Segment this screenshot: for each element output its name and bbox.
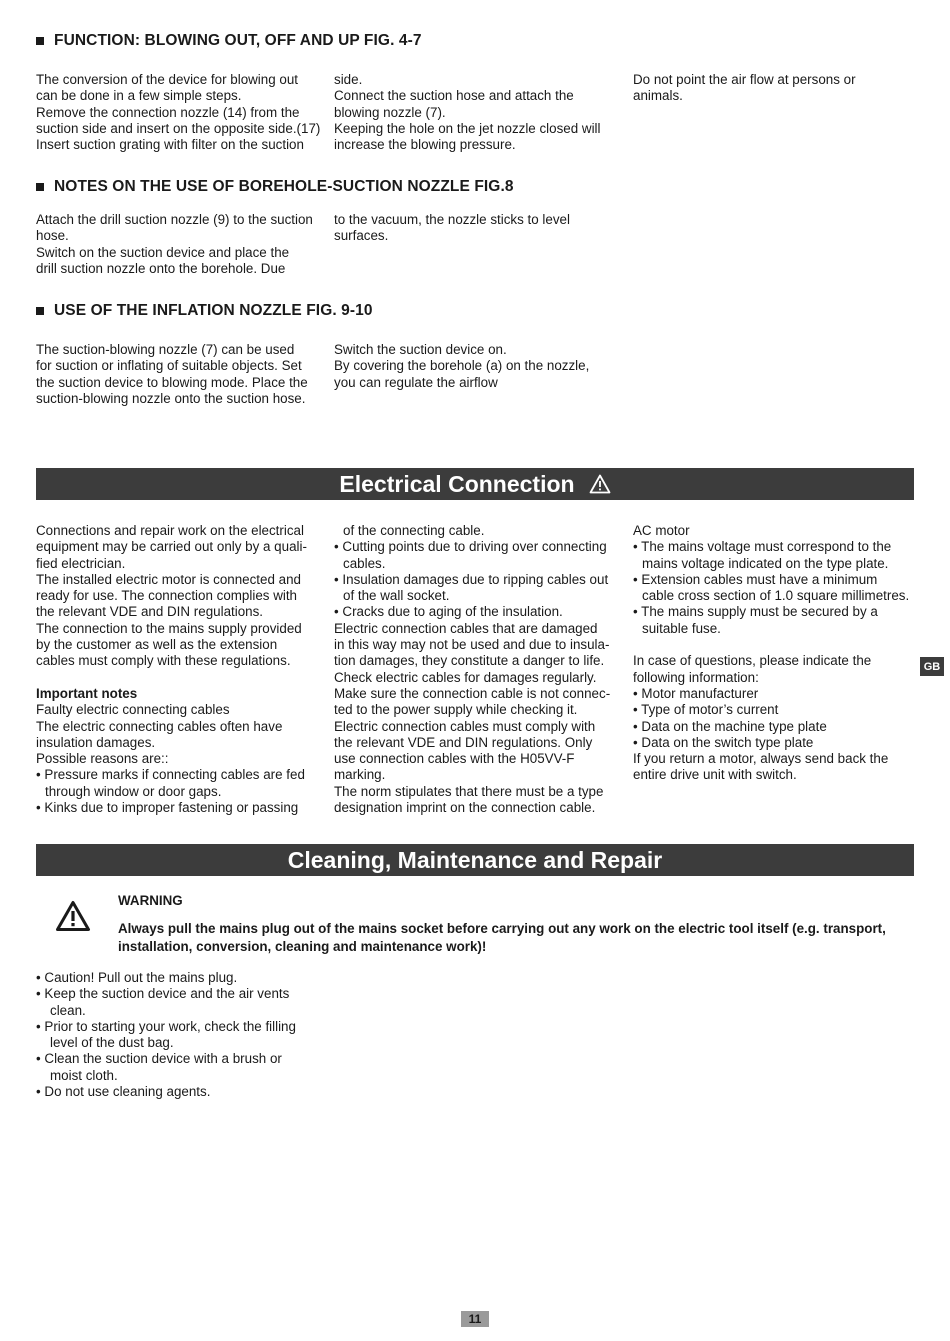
text-column <box>633 72 923 105</box>
paragraph: Do not point the air flow at persons or animals. <box>633 72 856 104</box>
paragraph: In case of questions, please indicate the following information: <box>633 653 872 685</box>
cleaning-list <box>36 970 326 1100</box>
warning-title: WARNING <box>118 893 183 908</box>
section-heading-blowing <box>36 32 422 50</box>
list-item: • Keep the suction device and the air vents clean. <box>36 986 290 1018</box>
text-column <box>36 212 326 277</box>
section-title: USE OF THE INFLATION NOZZLE FIG. 9-10 <box>54 302 373 319</box>
list-item: • Clean the suction device with a brush or moist cloth. <box>36 1051 282 1083</box>
square-bullet-icon <box>36 307 44 315</box>
warning-text: Always pull the mains plug out of the mains socket before carrying out any work on the electric tool itself (e.g. transport, installation, conversion, cleaning and maintenance work)! <box>118 921 886 954</box>
warning-triangle-icon <box>55 900 91 932</box>
list-item: • The mains voltage must correspond to the mains voltage indicated on the type plate. <box>633 539 892 571</box>
list-item: • Motor manufacturer <box>633 685 759 701</box>
section-heading-inflation <box>36 302 373 320</box>
electrical-connection-banner <box>36 468 914 500</box>
page-number: 11 <box>461 1311 489 1327</box>
paragraph: Faulty electric connecting cables The electric connecting cables often have insulation damages. Possible reasons are:: <box>36 702 283 767</box>
paragraph: The suction-blowing nozzle (7) can be used for suction or inflating of suitable objects. Set the suction device to blowing mode. Place the suction-blowing nozzle onto the suction hose. <box>36 342 308 406</box>
section-title: FUNCTION: BLOWING OUT, OFF AND UP FIG. 4-7 <box>54 32 422 49</box>
paragraph: Connections and repair work on the electrical equipment may be carried out only by a quali- fied electrician. The installed electric motor is connected and ready for use. The connection complies with the relevant VDE and DIN regulations. The connection to the mains supply provided by the customer as well as the extension cables must comply with these regulations. <box>36 523 307 669</box>
list-item: • Do not use cleaning agents. <box>36 1084 211 1100</box>
paragraph: Electric connection cables that are damaged in this way may not be used and due to insula- tion damages, they constitute a danger to life. Check electric cables for damages regularly. Make sure the connection cable is not connec- ted to the power supply while checking it. Electric connection cables must comply with the relevant VDE and DIN regulations. Only use connection cables with the H05VV-F marking. The norm stipulates that there must be a type designation imprint on the connection cable. <box>334 620 611 816</box>
list-item: • The mains supply must be secured by a suitable fuse. <box>633 604 878 636</box>
text-column <box>334 342 624 391</box>
paragraph: side. Connect the suction hose and attach the blowing nozzle (7). Keeping the hole on the jet nozzle closed will increase the blowing pressure. <box>334 72 601 153</box>
list-item: • Pressure marks if connecting cables are fed through window or door gaps. <box>36 767 305 799</box>
text-column <box>334 523 626 816</box>
list-item: • Caution! Pull out the mains plug. <box>36 970 238 985</box>
paragraph: Switch the suction device on. By covering the borehole (a) on the nozzle, you can regulate the airflow <box>334 342 590 390</box>
list-item: • Prior to starting your work, check the filling level of the dust bag. <box>36 1018 296 1051</box>
square-bullet-icon <box>36 183 44 191</box>
text-column <box>633 523 923 784</box>
paragraph: If you return a motor, always send back the entire drive unit with switch. <box>633 751 889 783</box>
text-column <box>36 523 328 816</box>
cleaning-banner <box>36 844 914 876</box>
warning-triangle-icon <box>589 474 611 494</box>
section-heading-borehole <box>36 178 514 196</box>
list-item: of the connecting cable. <box>343 523 485 538</box>
list-item: • Extension cables must have a minimum cable cross section of 1.0 square millimetres. <box>633 571 910 604</box>
list-item: • Type of motor’s current <box>633 702 779 718</box>
text-column <box>334 212 624 245</box>
square-bullet-icon <box>36 37 44 45</box>
banner-title: Cleaning, Maintenance and Repair <box>287 846 663 873</box>
text-column <box>36 72 326 153</box>
language-tab: GB <box>920 657 944 676</box>
text-column <box>36 342 326 407</box>
list-item: • Cutting points due to driving over connecting cables. <box>334 539 607 571</box>
list-item: • Insulation damages due to ripping cables out of the wall socket. <box>334 571 609 604</box>
list-item: • Kinks due to improper fastening or passing <box>36 800 299 816</box>
list-item: • Data on the machine type plate <box>633 718 827 734</box>
paragraph: to the vacuum, the nozzle sticks to level surfaces. <box>334 212 570 244</box>
paragraph: The conversion of the device for blowing out can be done in a few simple steps. Remove the connection nozzle (14) from the suction side and insert on the opposite side.(17) Insert suction grating with filter on the suction <box>36 72 321 153</box>
section-title: NOTES ON THE USE OF BOREHOLE-SUCTION NOZZLE FIG.8 <box>54 178 514 195</box>
list-item: • Cracks due to aging of the insulation. <box>334 604 563 620</box>
paragraph: AC motor <box>633 523 690 538</box>
paragraph: Attach the drill suction nozzle (9) to the suction hose. Switch on the suction device and place the drill suction nozzle onto the borehole. Due <box>36 212 313 276</box>
list-item: • Data on the switch type plate <box>633 734 814 750</box>
banner-title: Electrical Connection <box>339 470 575 497</box>
subheading: Important notes <box>36 685 138 701</box>
text-column <box>334 72 624 153</box>
